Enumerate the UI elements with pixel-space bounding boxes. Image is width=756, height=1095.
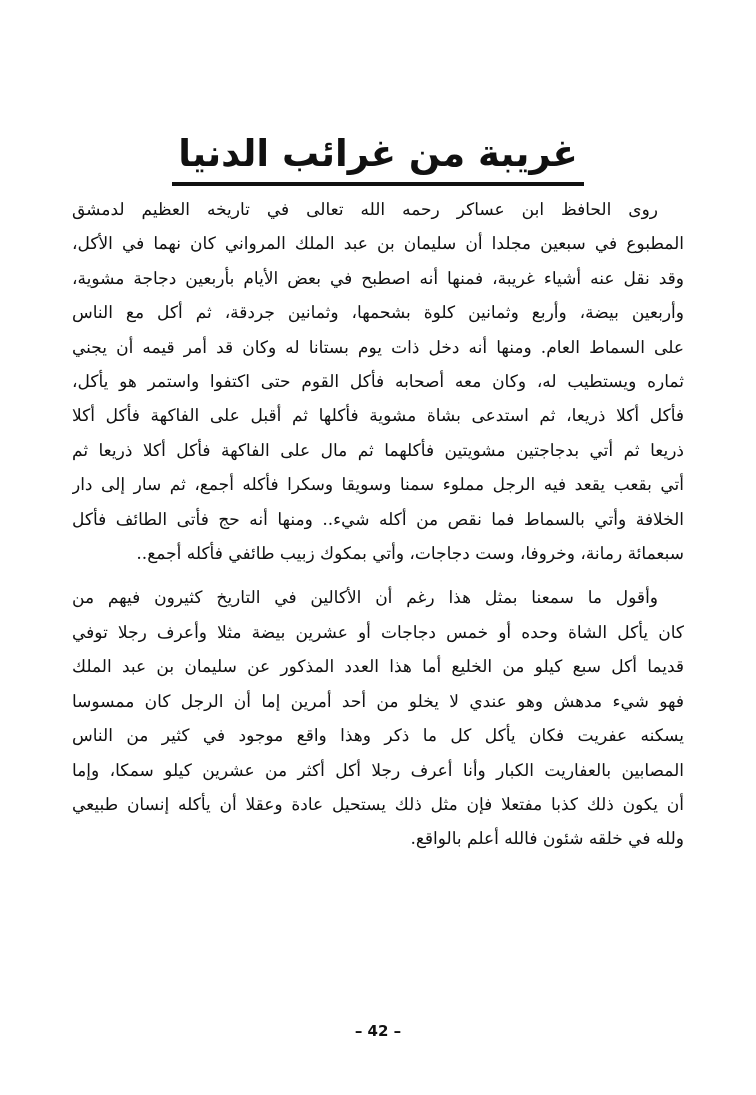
text-line: أتي بقعب يقعد فيه الرجل مملوء سمنا وسويقا وسكرا فأكله أجمع، ثم سار إلى دار xyxy=(72,475,684,496)
text-line: كان يأكل الشاة وحده أو خمس دجاجات أو عشرين بيضة مثلا وأعرف رجلا توفي xyxy=(72,622,684,643)
title-container xyxy=(0,128,756,186)
text-line: سبعمائة رمانة، وخروفا، وست دجاجات، وأتي بمكوك زبيب طائفي فأكله أجمع.. xyxy=(136,544,684,565)
text-line: وقد نقل عنه أشياء غريبة، فمنها أنه اصطبح في بعض الأيام بأربعين دجاجة مشوية، xyxy=(72,268,684,289)
text-line: روى الحافظ ابن عساكر رحمه الله تعالى في تاريخه العظيم لدمشق xyxy=(72,200,658,220)
text-line: وأقول ما سمعنا بمثل هذا رغم أن الأكالين في التاريخ كثيرون فيهم من xyxy=(72,588,658,609)
text-line: فهو شيء مدهش وهو عندي لا يخلو من أحد أمرين إما أن الرجل كان ممسوسا xyxy=(72,691,684,712)
text-line: على السماط العام. ومنها أنه دخل ذات يوم بستانا له وكان قد أمر قيمه أن يجني xyxy=(72,337,684,358)
text-line: الخلافة وأتي بالسماط فما نقص من أكله شيء.. ومنها أنه حج فأتى الطائف فأكل xyxy=(72,509,684,530)
text-line: ثماره ويستطيب له، وكان معه أصحابه فأكل القوم حتى اكتفوا واستمر هو يأكل، xyxy=(72,372,684,393)
chapter-title: غريبة من غرائب الدنيا xyxy=(172,128,583,186)
text-line: ولله في خلقه شئون فالله أعلم بالواقع. xyxy=(410,829,684,850)
paragraph-2 xyxy=(72,581,684,856)
text-line: المصابين بالعفاريت الكبار وأنا أعرف رجلا أكل أكثر من عشرين كيلو سمكا، وإما xyxy=(72,760,684,781)
body-text xyxy=(72,193,684,857)
paragraph-1 xyxy=(72,193,684,571)
text-line: وأربعين بيضة، وأربع وثمانين كلوة بشحمها، وثمانين جردقة، ثم أكل مع الناس xyxy=(72,303,684,324)
text-line: فأكل أكلا ذريعا، ثم استدعى بشاة مشوية فأكلها ثم أقبل على الفاكهة فأكل أكلا xyxy=(72,406,684,427)
text-line: المطبوع في سبعين مجلدا أن سليمان بن عبد الملك المرواني كان نهما في الأكل، xyxy=(72,234,684,255)
text-line: قديما أكل سبع كيلو من الخليع أما هذا العدد المذكور عن سليمان بن عبد الملك xyxy=(72,657,684,678)
text-line: يسكنه عفريت فكان يأكل كل ما ذكر وهذا واقع موجود في كثير من الناس xyxy=(72,726,684,747)
text-line: أن يكون ذلك كذبا مفتعلا فإن مثل ذلك يستحيل عادة وعقلا أن يأكله إنسان طبيعي xyxy=(72,794,684,815)
text-line: ذريعا ثم أتي بدجاجتين مشويتين فأكلهما ثم مال على الفاكهة فأكل أكلا ذريعا ثم xyxy=(72,440,684,461)
page-number: – 42 – xyxy=(354,1022,402,1040)
